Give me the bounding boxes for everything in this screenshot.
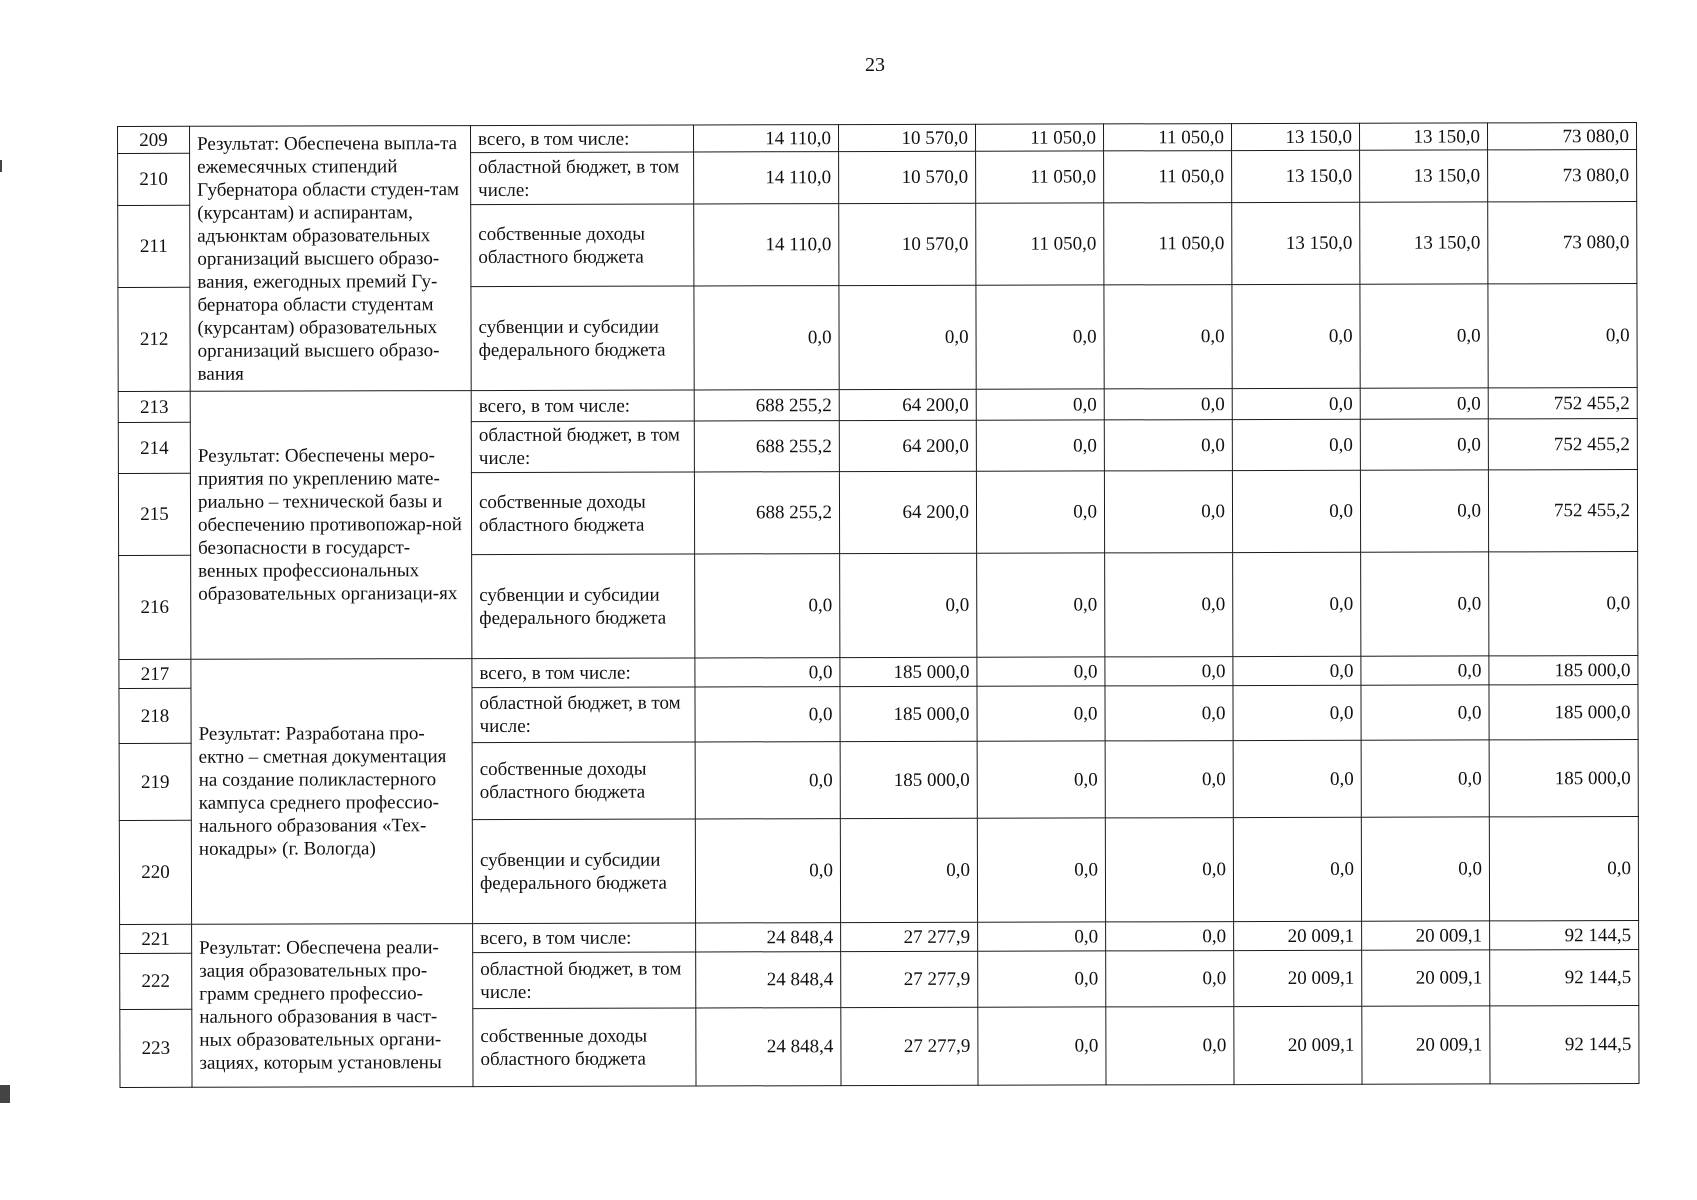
year-value: 27 277,9 [841,922,978,951]
year-value: 11 050,0 [976,151,1104,203]
year-value: 0,0 [1232,388,1360,419]
year-value: 185 000,0 [840,741,977,818]
table-row [120,921,1639,954]
row-number: 210 [118,153,190,205]
year-value: 14 110,0 [693,125,838,152]
year-value: 0,0 [1104,389,1232,420]
year-value: 14 110,0 [694,152,839,204]
year-value: 0,0 [1233,552,1361,656]
total-value: 185 000,0 [1489,740,1638,817]
year-value: 0,0 [840,553,977,657]
year-value: 0,0 [1361,817,1489,921]
total-value: 92 144,5 [1490,1006,1639,1084]
year-value: 0,0 [695,554,840,658]
year-value: 185 000,0 [840,686,977,741]
year-value: 10 570,0 [839,203,976,285]
year-value: 0,0 [1104,285,1232,389]
year-value: 0,0 [1360,419,1488,470]
year-value: 20 009,1 [1234,921,1362,950]
year-value: 0,0 [1105,741,1233,818]
year-value: 0,0 [1361,552,1489,656]
year-value: 0,0 [976,389,1104,420]
table-row [119,656,1638,689]
total-value: 73 080,0 [1488,150,1637,202]
year-value: 13 150,0 [1232,150,1360,202]
result-description: Результат: Обеспечены меро-приятия по укреплению мате-риально – технической базы и обеспечению противопожар-ной безопасности в государст-венных профессиональных образовательных организаци-ях [190,391,472,660]
year-value: 0,0 [1105,553,1233,657]
year-value: 64 200,0 [839,471,976,553]
year-value: 0,0 [1106,951,1234,1007]
year-value: 24 848,4 [696,1008,841,1086]
year-value: 0,0 [978,1007,1106,1085]
total-value: 73 080,0 [1487,123,1636,150]
year-value: 64 200,0 [839,389,976,420]
year-value: 0,0 [1233,817,1361,921]
total-value: 0,0 [1489,552,1638,656]
row-number: 216 [119,555,191,659]
funding-source: всего, в том числе: [471,390,694,422]
row-number: 209 [118,126,190,153]
row-number: 211 [118,205,190,287]
year-value: 11 050,0 [1104,151,1232,203]
total-value: 752 455,2 [1488,470,1637,552]
total-value: 92 144,5 [1490,950,1639,1006]
year-value: 688 255,2 [694,390,839,421]
result-description: Результат: Разработана про-ектно – сметная документация на создание поликластерного кампуса среднего профессио-нального образования «Тех-нокадры» (г. Вологда) [191,659,473,925]
funding-source: областной бюджет, в том числе: [471,152,694,205]
year-value: 0,0 [1232,419,1360,470]
year-value: 0,0 [1106,922,1234,951]
year-value: 0,0 [695,658,840,687]
year-value: 0,0 [977,657,1105,686]
year-value: 24 848,4 [696,923,841,952]
year-value: 185 000,0 [840,657,977,686]
year-value: 0,0 [1104,420,1232,471]
funding-source: субвенции и субсидии федерального бюджета [472,554,695,659]
year-value: 13 150,0 [1360,202,1488,284]
year-value: 0,0 [1360,470,1488,552]
year-value: 0,0 [694,286,839,390]
year-value: 11 050,0 [976,203,1104,285]
year-value: 0,0 [695,687,840,742]
year-value: 0,0 [978,951,1106,1007]
funding-source: всего, в том числе: [472,658,695,688]
total-value: 92 144,5 [1490,921,1639,950]
funding-source: всего, в том числе: [473,923,696,953]
year-value: 13 150,0 [1360,150,1488,202]
year-value: 0,0 [1105,686,1233,741]
year-value: 0,0 [1360,284,1488,388]
budget-table-body [118,123,1640,1088]
year-value: 13 150,0 [1232,202,1360,284]
year-value: 0,0 [1361,656,1489,685]
year-value: 0,0 [976,285,1104,389]
budget-table [117,122,1640,1088]
funding-source: собственные доходы областного бюджета [473,1008,696,1087]
year-value: 0,0 [1361,685,1489,740]
funding-source: областной бюджет, в том числе: [471,421,694,473]
year-value: 0,0 [977,741,1105,818]
total-value: 185 000,0 [1489,685,1638,740]
total-value: 752 455,2 [1488,388,1637,419]
year-value: 11 050,0 [975,124,1103,151]
year-value: 0,0 [1105,657,1233,686]
row-number: 223 [120,1009,192,1087]
year-value: 64 200,0 [839,420,976,471]
year-value: 0,0 [977,553,1105,657]
funding-source: собственные доходы областного бюджета [471,204,694,287]
result-description: Результат: Обеспечена выпла-та ежемесячных стипендий Губернатора области студен-там (курсантам) и аспирантам, адъюнктам образовательных организаций высшего образо-вания, ежегодных премий Гу-бернатора области студентам (курсантам) образовательных организаций высшего образо-вания [190,126,472,392]
scan-edge-mark [0,1085,10,1103]
funding-source: областной бюджет, в том числе: [473,952,696,1009]
year-value: 20 009,1 [1362,921,1490,950]
year-value: 0,0 [1104,471,1232,553]
year-value: 0,0 [976,471,1104,553]
year-value: 0,0 [695,742,840,819]
year-value: 13 150,0 [1231,123,1359,150]
year-value: 10 570,0 [839,151,976,203]
total-value: 0,0 [1489,817,1638,921]
year-value: 13 150,0 [1359,123,1487,150]
row-number: 214 [118,422,190,473]
year-value: 0,0 [1232,284,1360,388]
row-number: 218 [119,688,191,743]
year-value: 0,0 [1361,740,1489,817]
year-value: 20 009,1 [1362,1006,1490,1084]
year-value: 20 009,1 [1362,950,1490,1006]
year-value: 0,0 [840,818,977,922]
year-value: 20 009,1 [1234,950,1362,1006]
total-value: 752 455,2 [1488,419,1637,470]
total-value: 0,0 [1488,284,1637,388]
row-number: 213 [118,391,190,422]
funding-source: областной бюджет, в том числе: [472,687,695,743]
row-number: 221 [120,924,192,953]
funding-source: собственные доходы областного бюджета [471,472,694,555]
row-number: 220 [119,820,191,924]
year-value: 27 277,9 [841,951,978,1007]
total-value: 185 000,0 [1489,656,1638,685]
row-number: 222 [120,953,192,1009]
year-value: 0,0 [695,819,840,923]
year-value: 24 848,4 [696,952,841,1008]
year-value: 27 277,9 [841,1007,978,1085]
year-value: 688 255,2 [694,472,839,554]
year-value: 0,0 [1106,1007,1234,1085]
year-value: 0,0 [1232,470,1360,552]
result-description: Результат: Обеспечена реали-зация образовательных про-грамм среднего профессио-нального образования в част-ных образовательных органи-зациях, которым установлены [192,924,473,1088]
year-value: 688 255,2 [694,421,839,472]
year-value: 0,0 [977,818,1105,922]
row-number: 219 [119,743,191,820]
total-value: 73 080,0 [1488,202,1637,284]
funding-source: субвенции и субсидии федерального бюджета [471,286,694,391]
year-value: 20 009,1 [1234,1006,1362,1084]
year-value: 0,0 [977,686,1105,741]
table-row [118,388,1637,423]
table-row [118,123,1637,154]
year-value: 11 050,0 [1104,203,1232,285]
row-number: 215 [118,473,190,555]
scan-edge-mark [0,160,2,172]
row-number: 217 [119,659,191,688]
year-value: 10 570,0 [838,124,975,151]
year-value: 0,0 [978,922,1106,951]
page-number: 23 [865,54,885,76]
year-value: 0,0 [1233,685,1361,740]
row-number: 212 [118,287,190,391]
funding-source: субвенции и субсидии федерального бюджета [472,819,695,924]
year-value: 0,0 [1360,388,1488,419]
year-value: 11 050,0 [1103,124,1231,151]
year-value: 0,0 [1233,740,1361,817]
year-value: 0,0 [839,285,976,389]
funding-source: собственные доходы областного бюджета [472,742,695,820]
year-value: 0,0 [1233,656,1361,685]
year-value: 0,0 [1105,818,1233,922]
year-value: 0,0 [976,420,1104,471]
funding-source: всего, в том числе: [471,125,694,153]
year-value: 14 110,0 [694,204,839,286]
